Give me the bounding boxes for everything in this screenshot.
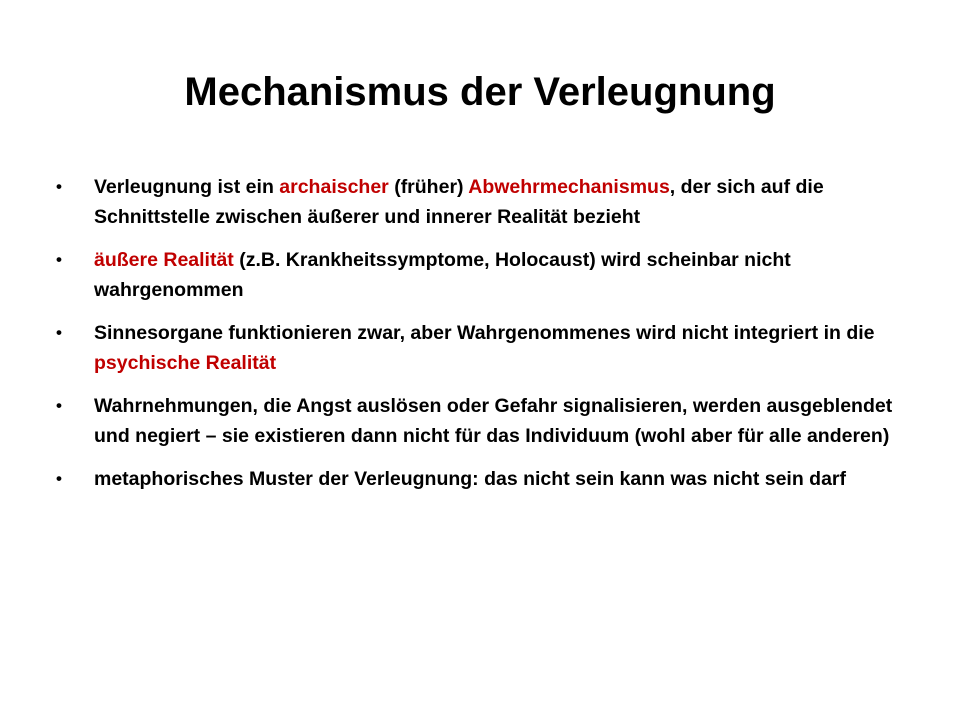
bullet-text: (früher) (388, 176, 469, 198)
slide-title: Mechanismus der Verleugnung (184, 70, 776, 114)
bullet-icon: • (56, 250, 62, 269)
bullet-text: , der sich auf die Schnittstelle zwischen äußerer und innerer Realität bezieht (94, 176, 824, 228)
highlighted-term: psychische Realität (94, 352, 277, 374)
bullet-item (56, 391, 906, 451)
bullet-icon: • (56, 323, 62, 342)
bullet-text: (z.B. Krankheitssymptome, Holocaust) wird scheinbar nicht wahrgenommen (94, 249, 791, 301)
bullet-text: Wahrnehmungen, die Angst auslösen oder Gefahr signalisieren, werden ausgeblendet und negiert – sie existieren dann nicht für das Individuum (wohl aber für alle anderen) (94, 395, 893, 447)
bullet-list (56, 172, 906, 507)
bullet-icon: • (56, 177, 62, 196)
bullet-item (56, 172, 906, 232)
highlighted-term: äußere Realität (94, 249, 234, 271)
bullet-icon: • (56, 469, 62, 488)
highlighted-term: Abwehrmechanismus (468, 176, 670, 198)
bullet-item (56, 245, 906, 305)
bullet-item (56, 318, 906, 378)
bullet-text: Sinnesorgane funktionieren zwar, aber Wahrgenommenes wird nicht integriert in die (94, 322, 875, 344)
bullet-text: metaphorisches Muster der Verleugnung: das nicht sein kann was nicht sein darf (94, 468, 847, 490)
bullet-text: Verleugnung ist ein (94, 176, 280, 198)
bullet-item (56, 464, 906, 494)
bullet-icon: • (56, 396, 62, 415)
highlighted-term: archaischer (279, 176, 389, 198)
